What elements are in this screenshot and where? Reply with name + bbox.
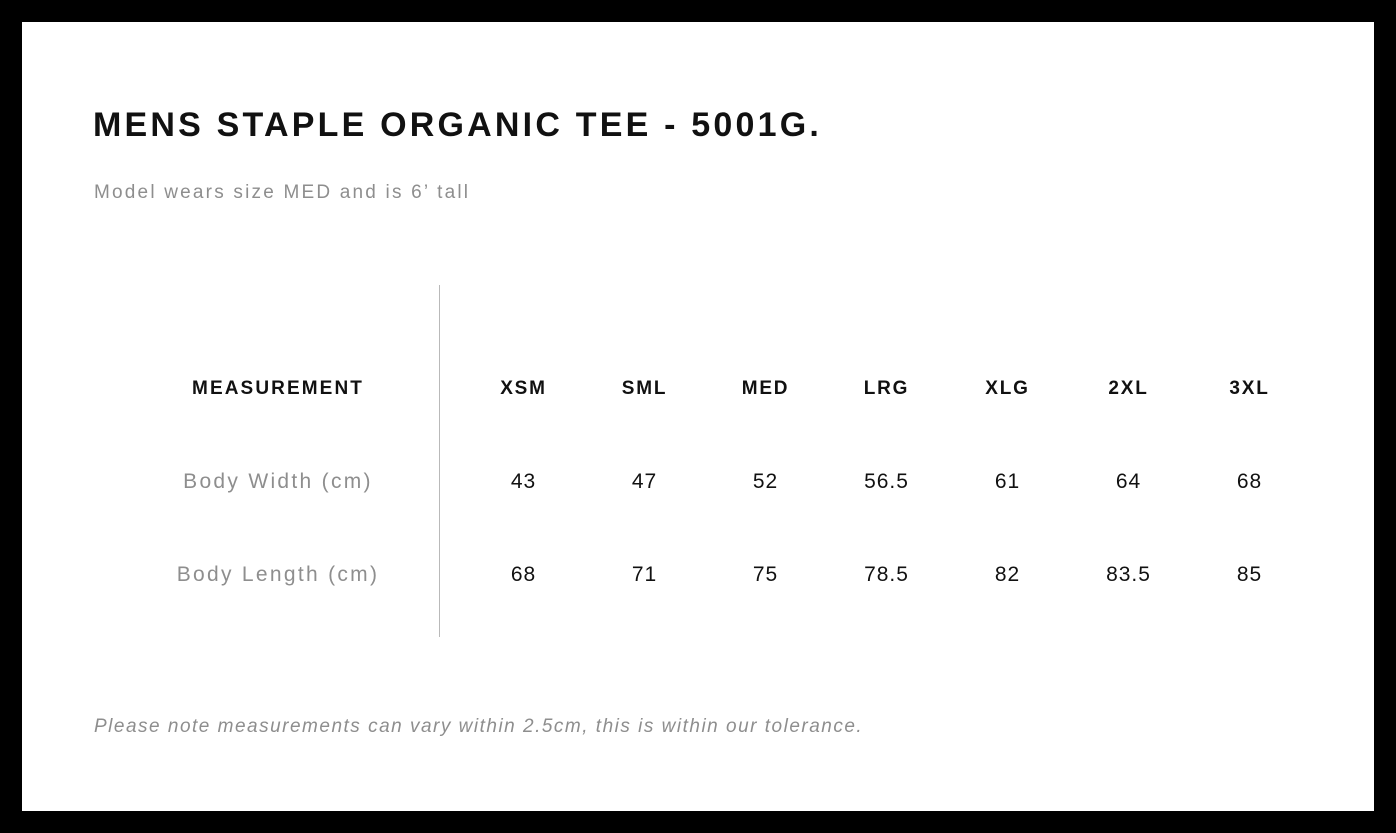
cell-body-length-med: 75	[752, 562, 779, 586]
cell-body-width-sml: 47	[631, 469, 658, 493]
page-title: MENS STAPLE ORGANIC TEE - 5001G.	[93, 106, 822, 144]
cell-body-length-2xl: 83.5	[1106, 562, 1151, 586]
table-row	[93, 528, 1310, 621]
cell-body-length-xsm: 68	[510, 562, 537, 586]
cell-body-length-3xl: 85	[1236, 562, 1263, 586]
column-header-measurement: MEASUREMENT	[192, 377, 364, 399]
cell-body-width-lrg: 56.5	[864, 469, 909, 493]
row-label-body-length: Body Length (cm)	[176, 562, 380, 586]
cell-body-length-sml: 71	[631, 562, 658, 586]
column-header-med: MED	[741, 377, 790, 399]
cell-body-length-lrg: 78.5	[864, 562, 909, 586]
tolerance-note: Please note measurements can vary within 2.5cm, this is within our tolerance.	[94, 716, 864, 737]
size-chart-card	[22, 22, 1374, 811]
column-header-lrg: LRG	[863, 377, 910, 399]
cell-body-width-xlg: 61	[994, 469, 1021, 493]
cell-body-width-2xl: 64	[1115, 469, 1142, 493]
cell-body-width-med: 52	[752, 469, 779, 493]
table-header-row	[93, 342, 1310, 435]
cell-body-width-3xl: 68	[1236, 469, 1263, 493]
row-label-body-width: Body Width (cm)	[183, 469, 373, 493]
column-header-xsm: XSM	[500, 377, 547, 399]
cell-body-width-xsm: 43	[510, 469, 537, 493]
column-header-sml: SML	[621, 377, 668, 399]
column-header-3xl: 3XL	[1229, 377, 1270, 399]
size-chart-table	[93, 342, 1310, 621]
table-row	[93, 435, 1310, 528]
column-header-xlg: XLG	[985, 377, 1030, 399]
model-note: Model wears size MED and is 6’ tall	[94, 182, 471, 203]
cell-body-length-xlg: 82	[994, 562, 1021, 586]
column-header-2xl: 2XL	[1108, 377, 1149, 399]
